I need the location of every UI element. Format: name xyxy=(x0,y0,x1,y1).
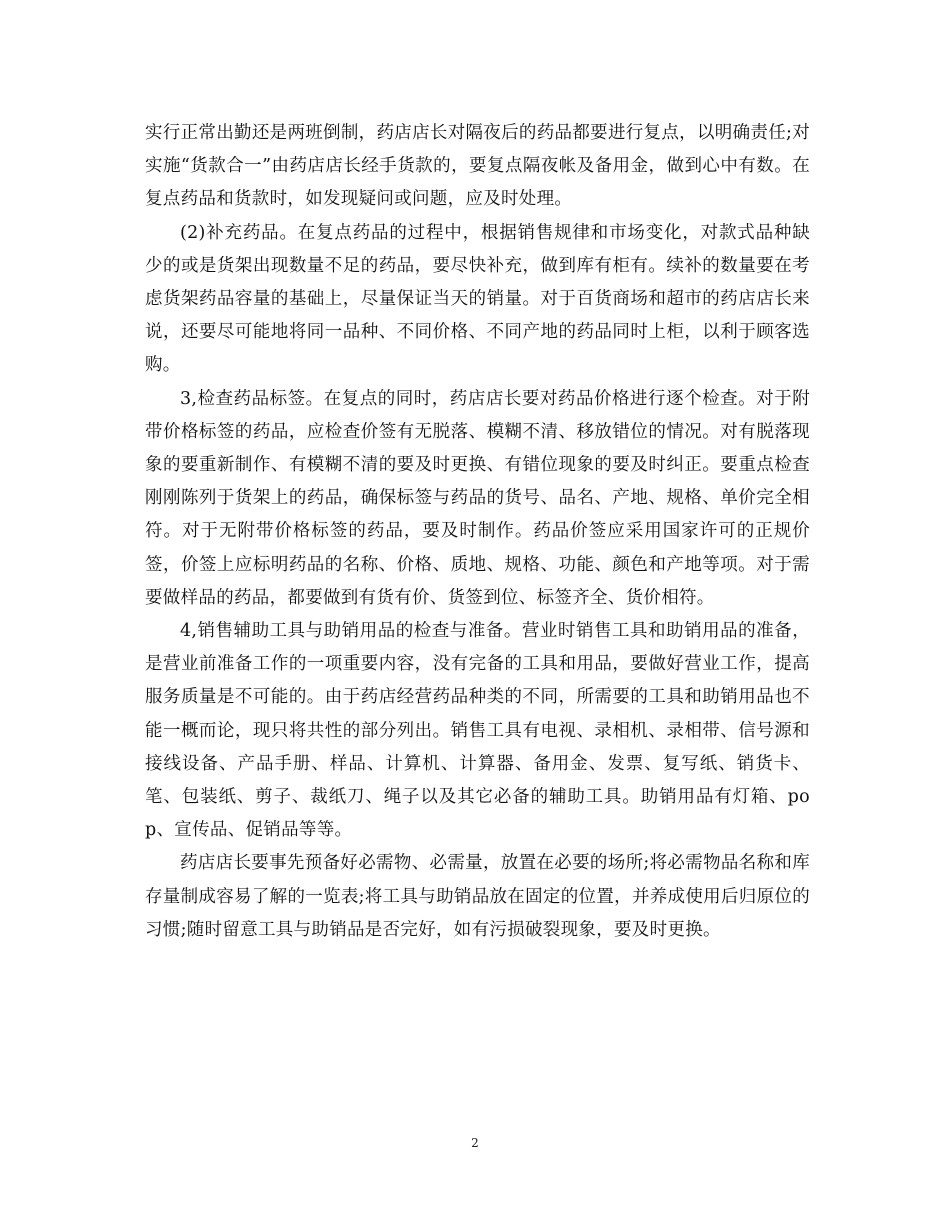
paragraph-check-labels: 3,检查药品标签。在复点的同时，药店店长要对药品价格进行逐个检查。对于附带价格标签的药品，应检查价签有无脱落、模糊不清、移放错位的情况。对有脱落现象的要重新制作、有模糊不清的要及时更换、有错位现象的要及时纠正。要重点检查刚刚陈列于货架上的药品，确保标签与药品的货号、品名、产地、规格、单价完全相符。对于无附带价格标签的药品，要及时制作。药品价签应采用国家许可的正规价签，价签上应标明药品的名称、价格、质地、规格、功能、颜色和产地等项。对于需要做样品的药品，都要做到有货有价、货签到位、标签齐全、货价相符。 xyxy=(145,388,810,608)
paragraph-continuation: 实行正常出勤还是两班倒制，药店店长对隔夜后的药品都要进行复点，以明确责任;对实施“货款合一”由药店店长经手货款的，要复点隔夜帐及备用金，做到心中有数。在复点药品和货款时，如发现疑问或问题，应及时处理。 xyxy=(145,123,810,210)
paragraph-store-manager-preparation: 药店店长要事先预备好必需物、必需量，放置在必要的场所;将必需物品名称和库存量制成容易了解的一览表;将工具与助销品放在固定的位置，并养成使用后归原位的习惯;随时留意工具与助销品是否完好，如有污损破裂现象，要及时更换。 xyxy=(145,853,810,940)
page-number: 2 xyxy=(471,1136,479,1150)
document-body xyxy=(145,117,810,947)
paragraph-sales-tools: 4,销售辅助工具与助销用品的检查与准备。营业时销售工具和助销用品的准备，是营业前准备工作的一项重要内容，没有完备的工具和用品，要做好营业工作，提高服务质量是不可能的。由于药店经营药品种类的不同，所需要的工具和助销用品也不能一概而论，现只将共性的部分列出。销售工具有电视、录相机、录相带、信号源和接线设备、产品手册、样品、计算机、计算器、备用金、发票、复写纸、销货卡、笔、包装纸、剪子、裁纸刀、绳子以及其它必备的辅助工具。助销用品有灯箱、pop、宣传品、促销品等等。 xyxy=(145,621,810,841)
paragraph-replenish-medicines: (2)补充药品。在复点药品的过程中，根据销售规律和市场变化，对款式品种缺少的或是货架出现数量不足的药品，要尽快补充，做到库有柜有。续补的数量要在考虑货架药品容量的基础上，尽量保证当天的销量。对于百货商场和超市的药店店长来说，还要尽可能地将同一品种、不同价格、不同产地的药品同时上柜，以利于顾客选购。 xyxy=(145,222,810,376)
